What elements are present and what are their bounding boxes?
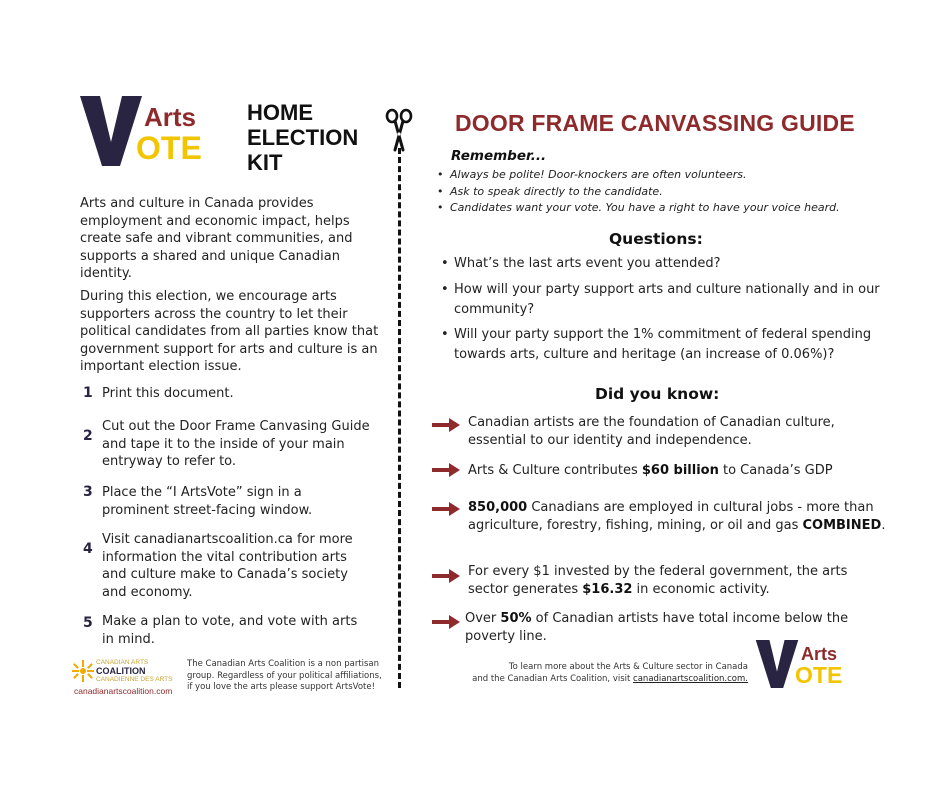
question-item: • How will your party support arts and culture nationally and in our community? xyxy=(441,280,881,319)
fact-text-part: Canadians are employed in cultural jobs - more than agriculture, forestry, fishing, mining, or oil and gas xyxy=(468,500,874,533)
kit-title-line: ELECTION xyxy=(247,125,359,150)
artsvote-logo xyxy=(80,96,240,168)
remember-heading: Remember... xyxy=(451,148,547,164)
canadian-arts-coalition-logo xyxy=(72,658,182,704)
arrow-right-icon xyxy=(432,463,460,477)
fact-highlight: COMBINED xyxy=(802,517,882,533)
arrow-right-icon xyxy=(432,569,460,583)
remember-item: • Ask to speak directly to the candidate. xyxy=(437,184,887,201)
logo-arts-text: Arts xyxy=(801,644,838,664)
fact-text xyxy=(468,462,888,480)
step-text: Place the “I ArtsVote” sign in a prominent street-facing window. xyxy=(102,485,313,518)
remember-item: • Candidates want your vote. You have a right to have your voice heard. xyxy=(437,200,887,217)
did-you-know-heading: Did you know: xyxy=(595,385,720,403)
remember-list xyxy=(437,167,887,217)
questions-heading: Questions: xyxy=(609,230,703,248)
coalition-link[interactable]: canadianartscoalition.com. xyxy=(633,674,748,684)
kit-title xyxy=(247,100,358,175)
step-number: 2 xyxy=(83,428,93,444)
logo-v-shape xyxy=(80,96,142,166)
arrow-right-icon xyxy=(432,502,460,516)
logo-ote-text: OTE xyxy=(136,130,202,166)
fact-text xyxy=(468,414,888,449)
question-item: • What’s the last arts event you attended? xyxy=(441,254,881,274)
logo-arts-text: Arts xyxy=(144,102,197,132)
intro-paragraph-2: During this election, we encourage arts supporters across the country to let their political candidates from all parties know that government support for arts and culture is an important election issue. xyxy=(80,289,379,374)
fact-text-part: to Canada’s GDP xyxy=(718,463,833,478)
cac-line-1: CANADIAN ARTS xyxy=(96,659,149,666)
fact-highlight: 50% xyxy=(500,611,532,626)
fact-text-part: . xyxy=(881,517,886,533)
arrow-right-icon xyxy=(432,418,460,432)
step-text: Visit canadianartscoalition.ca for more information the vital contribution arts and culture make to Canada’s society and economy. xyxy=(102,532,353,600)
fact-text xyxy=(468,499,888,534)
footer-line-2-text: and the Canadian Arts Coalition, visit xyxy=(472,674,634,684)
coalition-footer-note: The Canadian Arts Coalition is a non partisan group. Regardless of your political affiliations, if you love the arts please support ArtsVote! xyxy=(187,659,382,692)
step-number: 1 xyxy=(83,385,93,401)
fact-highlight: $16.32 xyxy=(582,581,633,597)
step-text: Make a plan to vote, and vote with arts in mind. xyxy=(102,614,358,647)
step-text: Cut out the Door Frame Canvasing Guide and tape it to the inside of your main entryway to refer to. xyxy=(102,419,370,469)
cac-url: canadianartscoalition.com xyxy=(74,686,173,696)
fact-highlight: $60 billion xyxy=(641,463,719,478)
artsvote-logo-small xyxy=(755,640,865,690)
fact-text-part: Arts & Culture contributes xyxy=(468,463,642,478)
question-item: • Will your party support the 1% commitment of federal spending towards arts, culture and heritage (an increase of 0.06%)? xyxy=(441,325,881,364)
fact-highlight: 850,000 xyxy=(468,500,528,515)
fact-text-part: Canadian artists are the foundation of Canadian culture, essential to our identity and independence. xyxy=(468,415,835,448)
fact-text-part: Over xyxy=(465,611,501,626)
cac-line-2: COALITION xyxy=(96,666,146,676)
fact-text-part: of Canadian artists have total income below the poverty line. xyxy=(465,611,849,644)
coalition-star-icon xyxy=(72,660,94,682)
logo-v-shape xyxy=(755,640,799,688)
step-text: Print this document. xyxy=(102,386,234,401)
fact-text-part: in economic activity. xyxy=(632,581,770,597)
logo-ote-text: OTE xyxy=(795,662,843,688)
cut-dashed-line xyxy=(398,148,401,688)
fact-text-part: For every $1 invested by the federal government, the arts sector generates xyxy=(468,564,848,597)
arrow-right-icon xyxy=(432,615,460,629)
intro-paragraph-1: Arts and culture in Canada provides employment and economic impact, helps create safe and vibrant communities, and supports a shared and unique Canadian identity. xyxy=(80,196,353,281)
guide-title: DOOR FRAME CANVASSING GUIDE xyxy=(455,110,855,136)
step-number: 4 xyxy=(83,541,93,557)
kit-title-line: HOME xyxy=(247,100,313,125)
scissors-icon xyxy=(383,108,415,152)
cac-line-3: CANADIENNE DES ARTS xyxy=(96,676,173,683)
learn-more-footer xyxy=(440,661,748,685)
remember-item: • Always be polite! Door-knockers are often volunteers. xyxy=(437,167,887,184)
fact-text xyxy=(468,563,888,598)
footer-line-1: To learn more about the Arts & Culture sector in Canada xyxy=(508,662,748,672)
footer-line-2 xyxy=(440,673,748,685)
step-number: 3 xyxy=(83,484,93,500)
kit-title-line: KIT xyxy=(247,150,283,175)
step-number: 5 xyxy=(83,615,93,631)
